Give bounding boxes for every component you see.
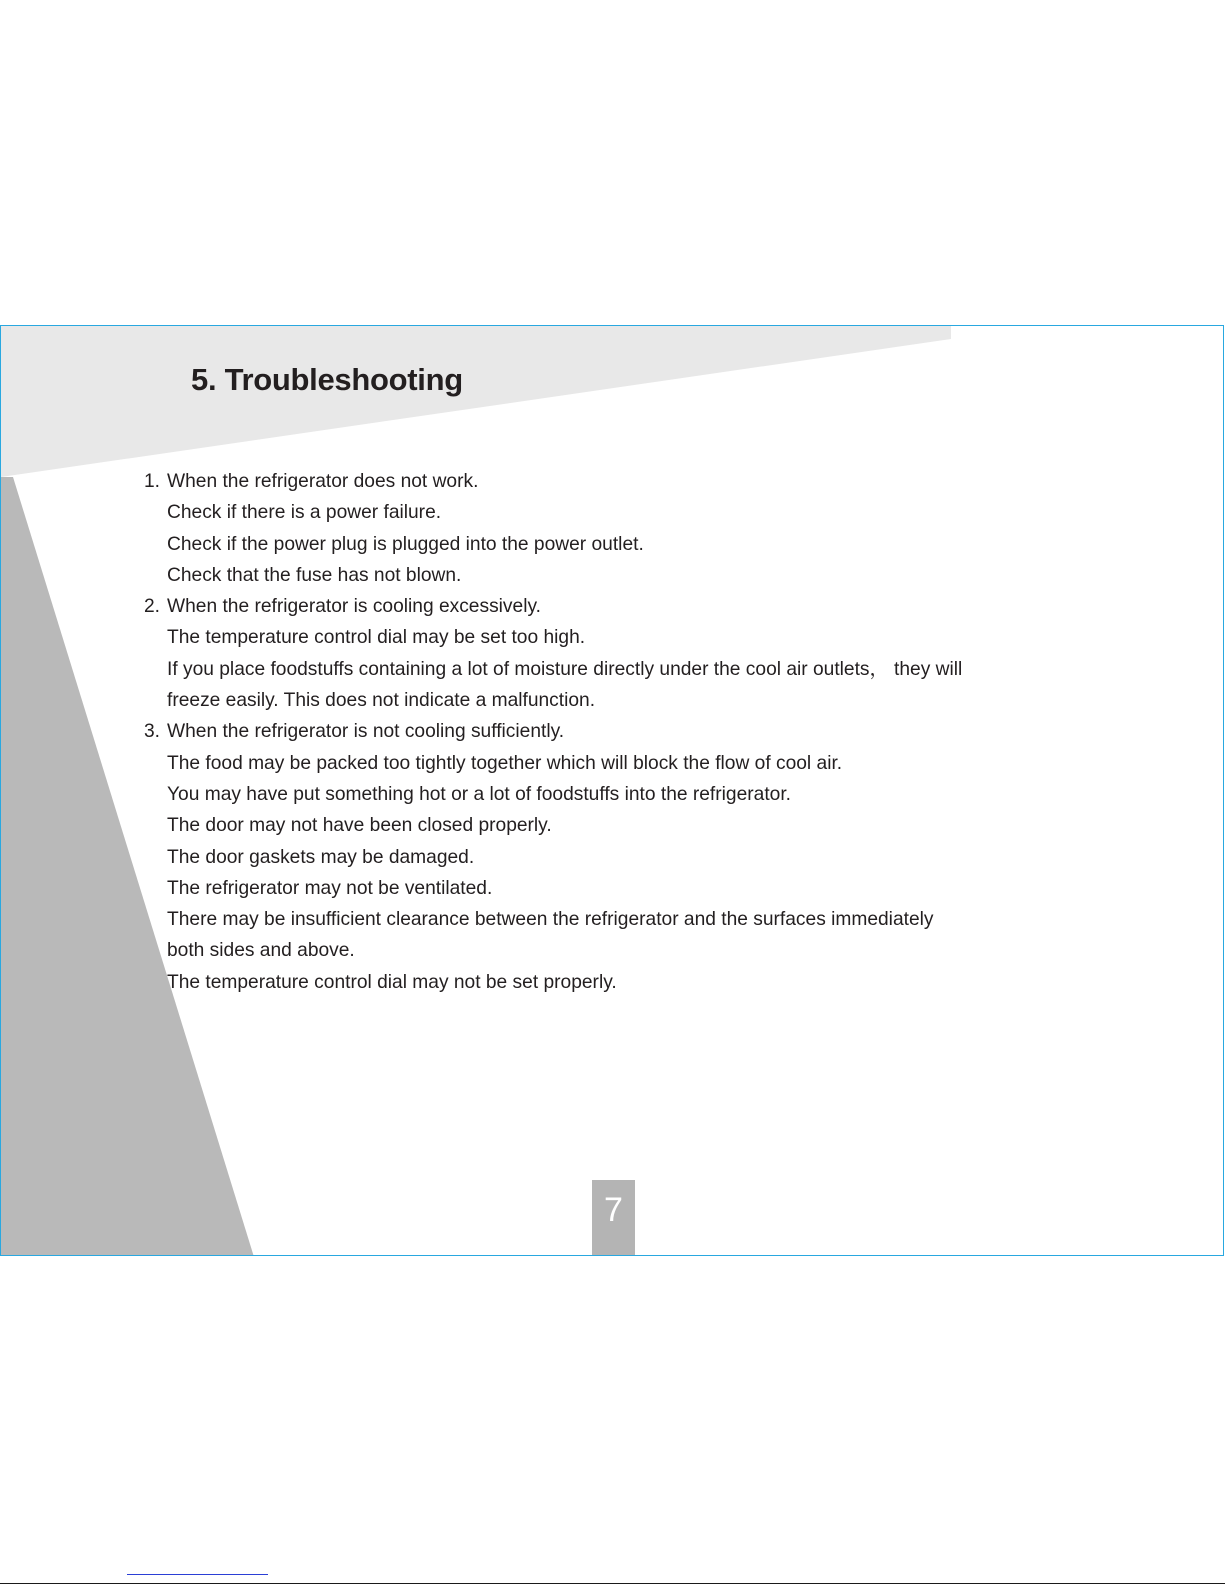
troubleshooting-list <box>144 466 1104 998</box>
item-detail: The temperature control dial may not be set properly. <box>167 971 617 993</box>
footer-rule <box>0 1583 1225 1584</box>
item-detail: The food may be packed too tightly together which will block the flow of cool air. <box>167 752 843 774</box>
item-detail-line <box>144 560 1104 591</box>
manual-page <box>0 325 1224 1256</box>
item-detail-line <box>144 904 1104 935</box>
item-heading-line <box>144 466 1104 497</box>
item-detail: freeze easily. This does not indicate a malfunction. <box>167 690 596 712</box>
item-detail-line <box>144 497 1104 528</box>
item-heading: When the refrigerator is not cooling sufficiently. <box>167 721 565 743</box>
item-detail-line <box>144 810 1104 841</box>
item-detail: If you place foodstuffs containing a lot of moisture directly under the cool air outlets， they will <box>167 658 963 680</box>
item-heading-line <box>144 591 1104 622</box>
item-detail-line <box>144 654 1104 685</box>
item-detail: Check if the power plug is plugged into the power outlet. <box>167 533 644 555</box>
item-detail: The temperature control dial may be set too high. <box>167 627 586 649</box>
item-detail: both sides and above. <box>167 940 355 962</box>
item-detail: There may be insufficient clearance between the refrigerator and the surfaces immediately <box>167 909 934 931</box>
item-detail-line <box>144 685 1104 716</box>
item-number: 3. <box>144 721 161 743</box>
header-band-shape <box>1 326 951 477</box>
item-heading-line <box>144 716 1104 747</box>
item-detail-line <box>144 873 1104 904</box>
item-detail-line <box>144 842 1104 873</box>
item-number: 2. <box>144 596 161 618</box>
item-detail-line <box>144 935 1104 966</box>
list-item <box>144 591 1104 716</box>
item-detail: You may have put something hot or a lot of foodstuffs into the refrigerator. <box>167 783 791 805</box>
item-detail-line <box>144 622 1104 653</box>
item-detail: The door may not have been closed properly. <box>167 815 552 837</box>
item-detail: Check if there is a power failure. <box>167 502 442 524</box>
list-item <box>144 716 1104 998</box>
item-number: 1. <box>144 471 161 492</box>
page-title: 5. Troubleshooting <box>191 362 463 397</box>
item-detail: Check that the fuse has not blown. <box>167 564 462 586</box>
item-heading: When the refrigerator is cooling excessively. <box>167 596 541 618</box>
item-detail-line <box>144 779 1104 810</box>
item-detail-line <box>144 529 1104 560</box>
item-heading: When the refrigerator does not work. <box>167 471 479 492</box>
item-detail: The door gaskets may be damaged. <box>167 846 475 868</box>
footer-link-underline <box>127 1574 268 1575</box>
item-detail-line <box>144 967 1104 998</box>
item-detail: The refrigerator may not be ventilated. <box>167 877 493 899</box>
list-item <box>144 466 1104 591</box>
page-number: 7 <box>592 1180 635 1256</box>
item-detail-line <box>144 748 1104 779</box>
